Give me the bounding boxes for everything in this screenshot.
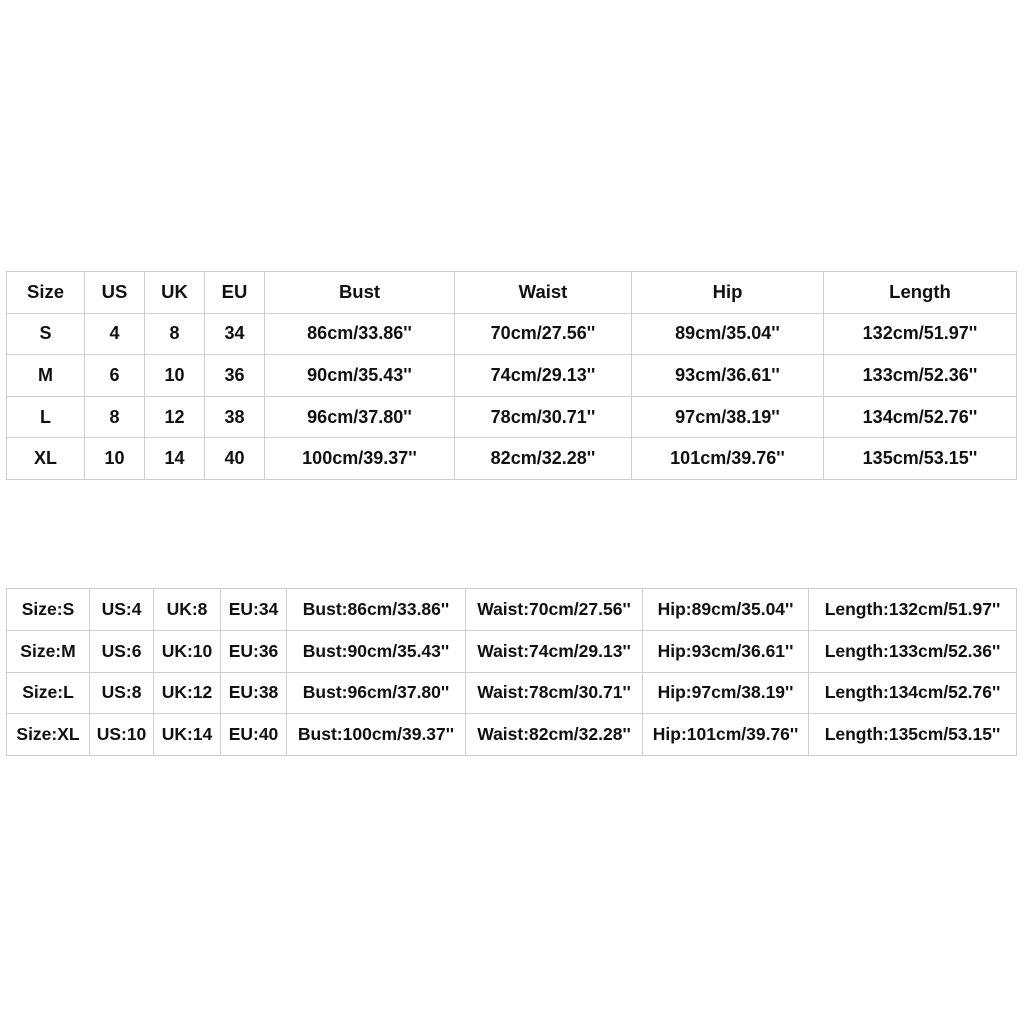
table-cell: 89cm/35.04'' (632, 313, 824, 355)
table-row (7, 672, 1017, 714)
table-cell: 82cm/32.28'' (455, 438, 632, 480)
table-cell: 100cm/39.37'' (265, 438, 455, 480)
table-cell: 34 (205, 313, 265, 355)
table-cell: M (7, 355, 85, 397)
table-header-row (7, 272, 1017, 314)
table-cell: Waist:70cm/27.56'' (466, 589, 643, 631)
header-cell-us: US (85, 272, 145, 314)
table-cell: Size:XL (7, 714, 90, 756)
table-cell: 8 (145, 313, 205, 355)
table-cell: US:8 (90, 672, 154, 714)
header-cell-bust: Bust (265, 272, 455, 314)
table-cell: L (7, 396, 85, 438)
header-cell-waist: Waist (455, 272, 632, 314)
table-cell: US:6 (90, 630, 154, 672)
table-row (7, 313, 1017, 355)
table-cell: UK:10 (154, 630, 221, 672)
size-chart-labeled-table (6, 588, 1017, 756)
table-cell: Bust:86cm/33.86'' (287, 589, 466, 631)
table-cell: Length:132cm/51.97'' (809, 589, 1017, 631)
table-cell: 70cm/27.56'' (455, 313, 632, 355)
table-cell: 78cm/30.71'' (455, 396, 632, 438)
table-cell: 74cm/29.13'' (455, 355, 632, 397)
table-cell: Waist:78cm/30.71'' (466, 672, 643, 714)
table-cell: UK:14 (154, 714, 221, 756)
table-cell: 86cm/33.86'' (265, 313, 455, 355)
table-cell: EU:40 (221, 714, 287, 756)
table-cell: Bust:100cm/39.37'' (287, 714, 466, 756)
header-cell-length: Length (824, 272, 1017, 314)
table-cell: Length:134cm/52.76'' (809, 672, 1017, 714)
table-cell: Size:S (7, 589, 90, 631)
header-cell-hip: Hip (632, 272, 824, 314)
table-cell: 135cm/53.15'' (824, 438, 1017, 480)
table-cell: 97cm/38.19'' (632, 396, 824, 438)
table-cell: US:4 (90, 589, 154, 631)
table-cell: 8 (85, 396, 145, 438)
table-cell: 96cm/37.80'' (265, 396, 455, 438)
table-cell: Hip:97cm/38.19'' (643, 672, 809, 714)
header-cell-eu: EU (205, 272, 265, 314)
table-cell: Length:133cm/52.36'' (809, 630, 1017, 672)
table-row (7, 438, 1017, 480)
table-row (7, 630, 1017, 672)
header-cell-uk: UK (145, 272, 205, 314)
table-cell: 4 (85, 313, 145, 355)
table-cell: UK:12 (154, 672, 221, 714)
table-cell: US:10 (90, 714, 154, 756)
table-cell: EU:38 (221, 672, 287, 714)
table-cell: 14 (145, 438, 205, 480)
size-chart-table (6, 271, 1017, 480)
table-cell: 134cm/52.76'' (824, 396, 1017, 438)
table-row (7, 714, 1017, 756)
table-cell: 40 (205, 438, 265, 480)
table-cell: 101cm/39.76'' (632, 438, 824, 480)
table-cell: 12 (145, 396, 205, 438)
table-cell: 38 (205, 396, 265, 438)
table-cell: Length:135cm/53.15'' (809, 714, 1017, 756)
table-cell: 36 (205, 355, 265, 397)
table-cell: 6 (85, 355, 145, 397)
table-cell: Bust:90cm/35.43'' (287, 630, 466, 672)
table-cell: Hip:93cm/36.61'' (643, 630, 809, 672)
table-cell: 10 (85, 438, 145, 480)
table-cell: EU:36 (221, 630, 287, 672)
table-cell: 93cm/36.61'' (632, 355, 824, 397)
table-cell: Size:L (7, 672, 90, 714)
table-cell: Hip:89cm/35.04'' (643, 589, 809, 631)
table-row (7, 396, 1017, 438)
table-cell: Hip:101cm/39.76'' (643, 714, 809, 756)
table-cell: 132cm/51.97'' (824, 313, 1017, 355)
header-cell-size: Size (7, 272, 85, 314)
table-cell: S (7, 313, 85, 355)
table-row (7, 355, 1017, 397)
table-cell: Waist:74cm/29.13'' (466, 630, 643, 672)
table-cell: 10 (145, 355, 205, 397)
table-cell: Size:M (7, 630, 90, 672)
table-cell: UK:8 (154, 589, 221, 631)
table-cell: XL (7, 438, 85, 480)
table-row (7, 589, 1017, 631)
table-cell: Bust:96cm/37.80'' (287, 672, 466, 714)
table-cell: Waist:82cm/32.28'' (466, 714, 643, 756)
table-cell: EU:34 (221, 589, 287, 631)
table-cell: 90cm/35.43'' (265, 355, 455, 397)
table-cell: 133cm/52.36'' (824, 355, 1017, 397)
